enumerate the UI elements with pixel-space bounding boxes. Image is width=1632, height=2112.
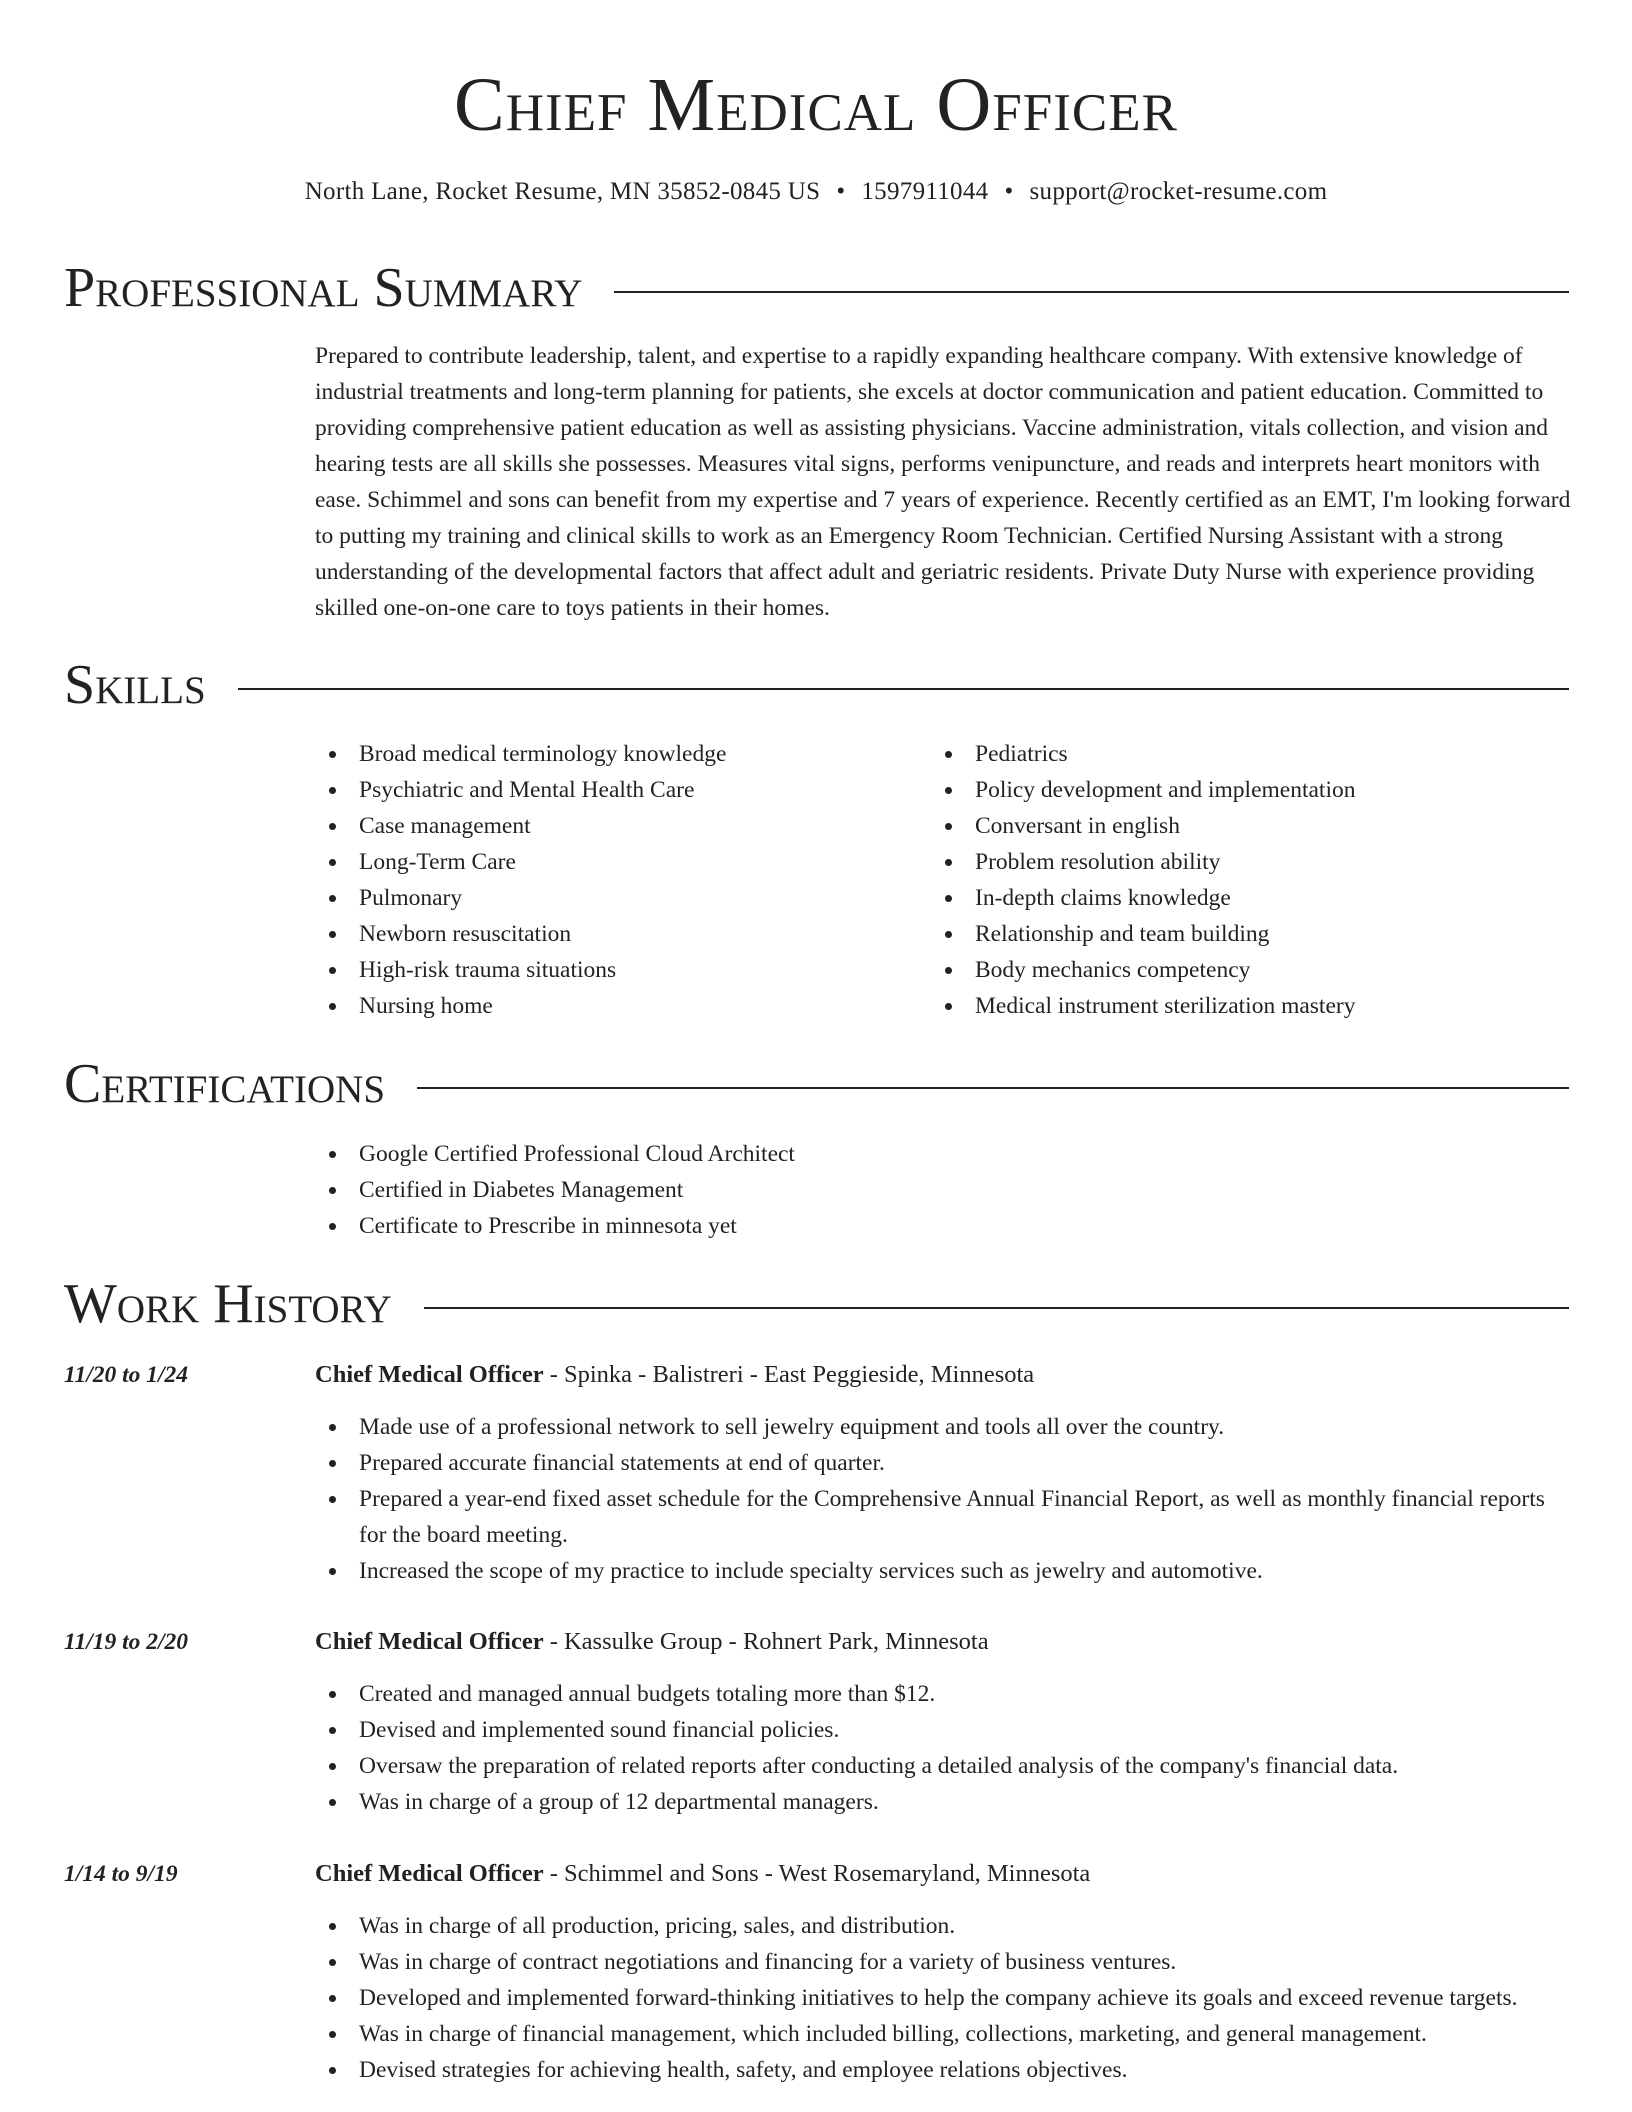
job-title-line xyxy=(315,1357,1034,1393)
skill-item: Conversant in english xyxy=(931,808,1571,844)
job-bullet: Developed and implemented forward-thinking initiatives to help the company achieve its goals and exceed revenue targets. xyxy=(315,1980,1569,2016)
section-title: Work History xyxy=(64,1273,392,1335)
job-details: - Schimmel and Sons - West Rosemaryland, Minnesota xyxy=(543,1860,1091,1887)
job-title: Chief Medical Officer xyxy=(315,1628,544,1655)
certifications-section-header xyxy=(64,1052,1569,1116)
summary-text: Prepared to contribute leadership, talent, and expertise to a rapidly expanding healthcare company. With extensive knowledge of industrial treatments and long-term planning for patients, she excels at doctor communication and patient education. Committed to providing comprehensive patient education as well as assisting physicians. Vaccine administration, vitals collection, and vision and hearing tests are all skills she possesses. Measures vital signs, performs venipuncture, and reads and interprets heart monitors with ease. Schimmel and sons can benefit from my expertise and 7 years of experience. Recently certified as an EMT, I'm looking forward to putting my training and clinical skills to work as an Emergency Room Technician. Certified Nursing Assistant with a strong understanding of the developmental factors that affect adult and geriatric residents. Private Duty Nurse with experience providing skilled one-on-one care to toys patients in their homes. xyxy=(315,343,1571,621)
skill-item: Psychiatric and Mental Health Care xyxy=(315,772,915,808)
certification-item: Certified in Diabetes Management xyxy=(315,1172,1565,1208)
job-bullet: Devised and implemented sound financial policies. xyxy=(315,1712,1569,1748)
section-title: Skills xyxy=(64,654,206,716)
job-dates: 11/20 to 1/24 xyxy=(64,1362,189,1388)
certification-item: Certificate to Prescribe in minnesota yet xyxy=(315,1208,1565,1244)
candidate-name: Chief Medical Officer xyxy=(454,63,1178,147)
job-dates: 1/14 to 9/19 xyxy=(64,1861,178,1887)
job-bullet: Was in charge of financial management, which included billing, collections, marketing, and general management. xyxy=(315,2016,1569,2052)
skill-item: Nursing home xyxy=(315,988,915,1024)
job-title-line xyxy=(315,1856,1090,1892)
job-bullets xyxy=(315,1908,1569,2088)
job-title: Chief Medical Officer xyxy=(315,1860,544,1887)
certification-item: Google Certified Professional Cloud Architect xyxy=(315,1136,1565,1172)
job-bullet: Was in charge of a group of 12 departmental managers. xyxy=(315,1784,1569,1820)
certifications-list xyxy=(315,1136,1565,1244)
job-dates: 11/19 to 2/20 xyxy=(64,1629,189,1655)
email: support@rocket-resume.com xyxy=(1029,178,1328,205)
skill-item: Long-Term Care xyxy=(315,844,915,880)
skill-item: High-risk trauma situations xyxy=(315,952,915,988)
address: North Lane, Rocket Resume, MN 35852-0845 US xyxy=(304,178,821,205)
skill-item: Relationship and team building xyxy=(931,916,1571,952)
job-title-line xyxy=(315,1624,989,1660)
job-bullet: Prepared a year-end fixed asset schedule for the Comprehensive Annual Financial Report, as well as monthly financial reports for the board meeting. xyxy=(315,1481,1569,1553)
skill-item: Case management xyxy=(315,808,915,844)
job-bullet: Made use of a professional network to sell jewelry equipment and tools all over the country. xyxy=(315,1409,1569,1445)
skill-item: In-depth claims knowledge xyxy=(931,880,1571,916)
job-details: - Spinka - Balistreri - East Peggieside, Minnesota xyxy=(543,1361,1035,1388)
contact-line xyxy=(0,176,1632,208)
skill-item: Newborn resuscitation xyxy=(315,916,915,952)
job-bullets xyxy=(315,1676,1569,1820)
job-bullet: Increased the scope of my practice to include specialty services such as jewelry and automotive. xyxy=(315,1553,1569,1589)
separator: • xyxy=(836,178,846,205)
skills-list-right xyxy=(931,736,1571,1024)
job-title: Chief Medical Officer xyxy=(315,1361,544,1388)
skill-item: Body mechanics competency xyxy=(931,952,1571,988)
skill-item: Broad medical terminology knowledge xyxy=(315,736,915,772)
section-divider xyxy=(424,1307,1569,1309)
job-bullet: Was in charge of contract negotiations and financing for a variety of business ventures. xyxy=(315,1944,1569,1980)
job-bullets xyxy=(315,1409,1569,1589)
skill-item: Pulmonary xyxy=(315,880,915,916)
separator: • xyxy=(1004,178,1014,205)
job-bullet: Devised strategies for achieving health, safety, and employee relations objectives. xyxy=(315,2052,1569,2088)
job-bullet: Was in charge of all production, pricing, sales, and distribution. xyxy=(315,1908,1569,1944)
section-title: Professional Summary xyxy=(64,257,583,319)
job-bullet: Created and managed annual budgets totaling more than $12. xyxy=(315,1676,1569,1712)
job-bullet: Prepared accurate financial statements at end of quarter. xyxy=(315,1445,1569,1481)
job-bullet: Oversaw the preparation of related reports after conducting a detailed analysis of the company's financial data. xyxy=(315,1748,1569,1784)
phone: 1597911044 xyxy=(861,178,989,205)
skill-item: Pediatrics xyxy=(931,736,1571,772)
section-divider xyxy=(417,1087,1569,1089)
skills-list-left xyxy=(315,736,915,1024)
summary-section-header xyxy=(64,256,1569,320)
section-divider xyxy=(238,688,1569,690)
skill-item: Policy development and implementation xyxy=(931,772,1571,808)
section-title: Certifications xyxy=(64,1053,386,1115)
job-details: - Kassulke Group - Rohnert Park, Minnesota xyxy=(543,1628,989,1655)
section-divider xyxy=(614,291,1569,293)
work-section-header xyxy=(64,1272,1569,1336)
skill-item: Medical instrument sterilization mastery xyxy=(931,988,1571,1024)
skill-item: Problem resolution ability xyxy=(931,844,1571,880)
skills-section-header xyxy=(64,653,1569,717)
